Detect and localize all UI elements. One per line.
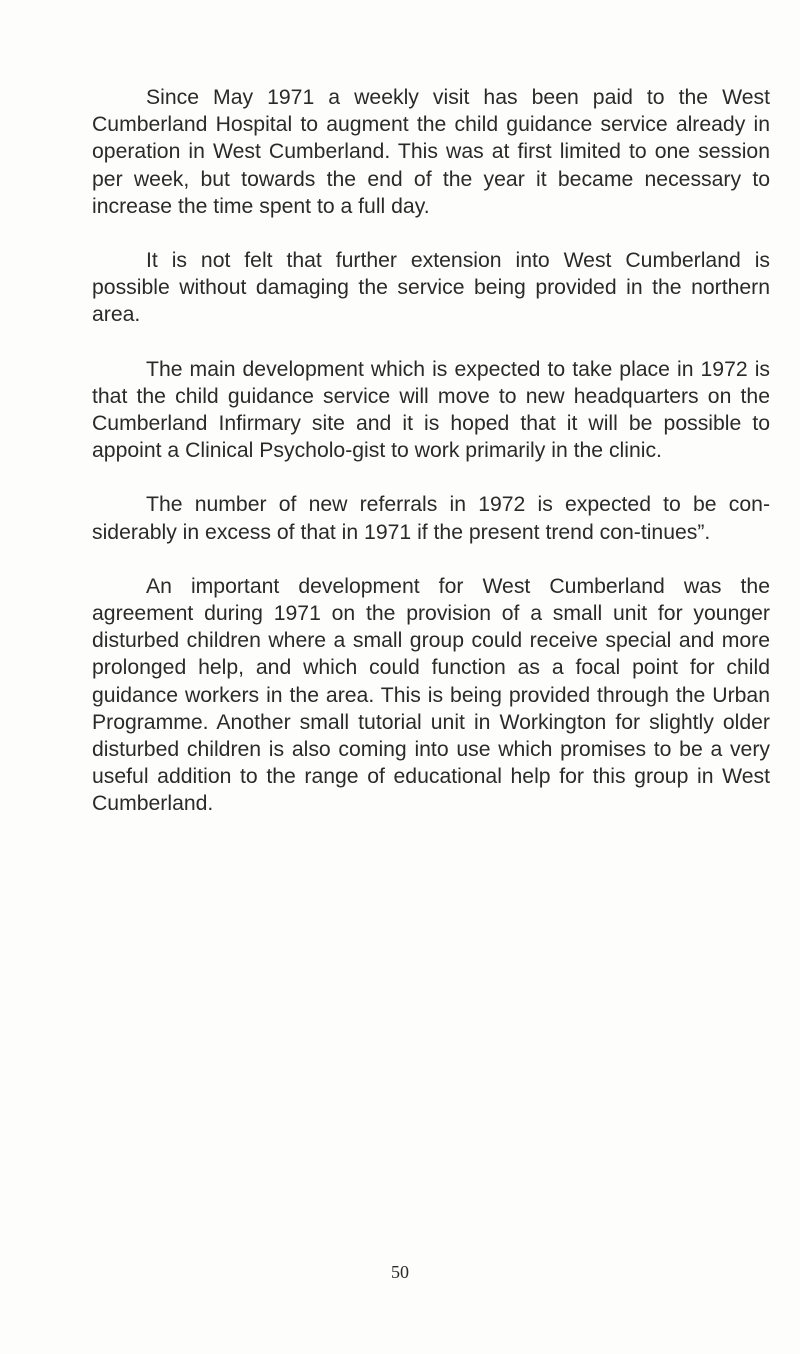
page-number: 50 — [391, 1262, 409, 1282]
body-text — [92, 84, 770, 845]
paragraph-5: An important development for West Cumberland was the agreement during 1971 on the provision of a small unit for younger disturbed children where a small group could receive special and more prolonged help, and which could function as a focal point for child guidance workers in the area. This is being provided through the Urban Programme. Another small tutorial unit in Workington for slightly older disturbed children is also coming into use which promises to be a very useful addition to the range of educational help for this group in West Cumberland. — [92, 574, 770, 816]
paragraph-1: Since May 1971 a weekly visit has been paid to the West Cumberland Hospital to augment the child guidance service already in operation in West Cumberland. This was at first limited to one session per week, but towards the end of the year it became necessary to increase the time spent to a full day. — [92, 86, 770, 218]
paragraph-3: The main development which is expected to take place in 1972 is that the child guidance service will move to new headquarters on the Cumberland Infirmary site and it is hoped that it will be possible to appoint a Clinical Psycholo-gist to work primarily in the clinic. — [92, 357, 770, 463]
paragraph-2: It is not felt that further extension into West Cumberland is possible without damaging the service being provided in the northern area. — [92, 249, 770, 327]
paragraph-4: The number of new referrals in 1972 is expected to be con-siderably in excess of that in 1971 if the present trend con-tinues”. — [92, 493, 770, 544]
